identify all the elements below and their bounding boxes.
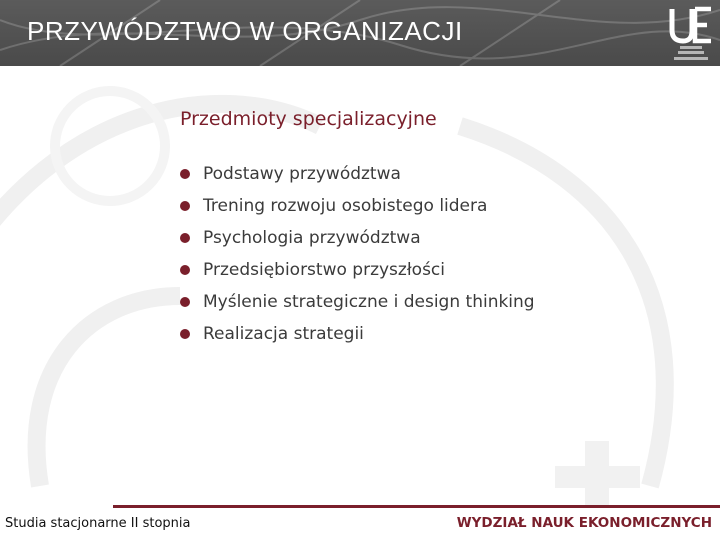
list-item-label: Podstawy przywództwa: [203, 164, 401, 184]
list-item-label: Przedsiębiorstwo przyszłości: [203, 260, 445, 280]
section-subtitle: Przedmioty specjalizacyjne: [180, 108, 437, 130]
course-list: [180, 162, 535, 354]
logo-text-line: [680, 46, 702, 49]
header-bar: [0, 0, 720, 66]
list-item: [180, 162, 535, 194]
list-item-label: Psychologia przywództwa: [203, 228, 421, 248]
list-item: [180, 290, 535, 322]
university-logo-icon: [668, 6, 714, 46]
list-item-label: Realizacja strategii: [203, 324, 364, 344]
page-title: PRZYWÓDZTWO W ORGANIZACJI: [27, 16, 463, 46]
logo-text-line: [678, 51, 704, 54]
list-item: [180, 194, 535, 226]
list-item-label: Myślenie strategiczne i design thinking: [203, 292, 535, 312]
bullet-icon: [180, 265, 190, 275]
bullet-icon: [180, 297, 190, 307]
bullet-icon: [180, 233, 190, 243]
list-item-label: Trening rozwoju osobistego lidera: [203, 196, 488, 216]
list-item: [180, 226, 535, 258]
footer-divider: [113, 505, 720, 508]
bullet-icon: [180, 169, 190, 179]
bullet-icon: [180, 201, 190, 211]
footer-faculty: WYDZIAŁ NAUK EKONOMICZNYCH: [456, 515, 712, 531]
university-logo: [668, 6, 714, 62]
logo-text-line: [674, 57, 708, 60]
list-item: [180, 322, 535, 354]
list-item: [180, 258, 535, 290]
footer-study-mode: Studia stacjonarne II stopnia: [5, 516, 191, 531]
bullet-icon: [180, 329, 190, 339]
